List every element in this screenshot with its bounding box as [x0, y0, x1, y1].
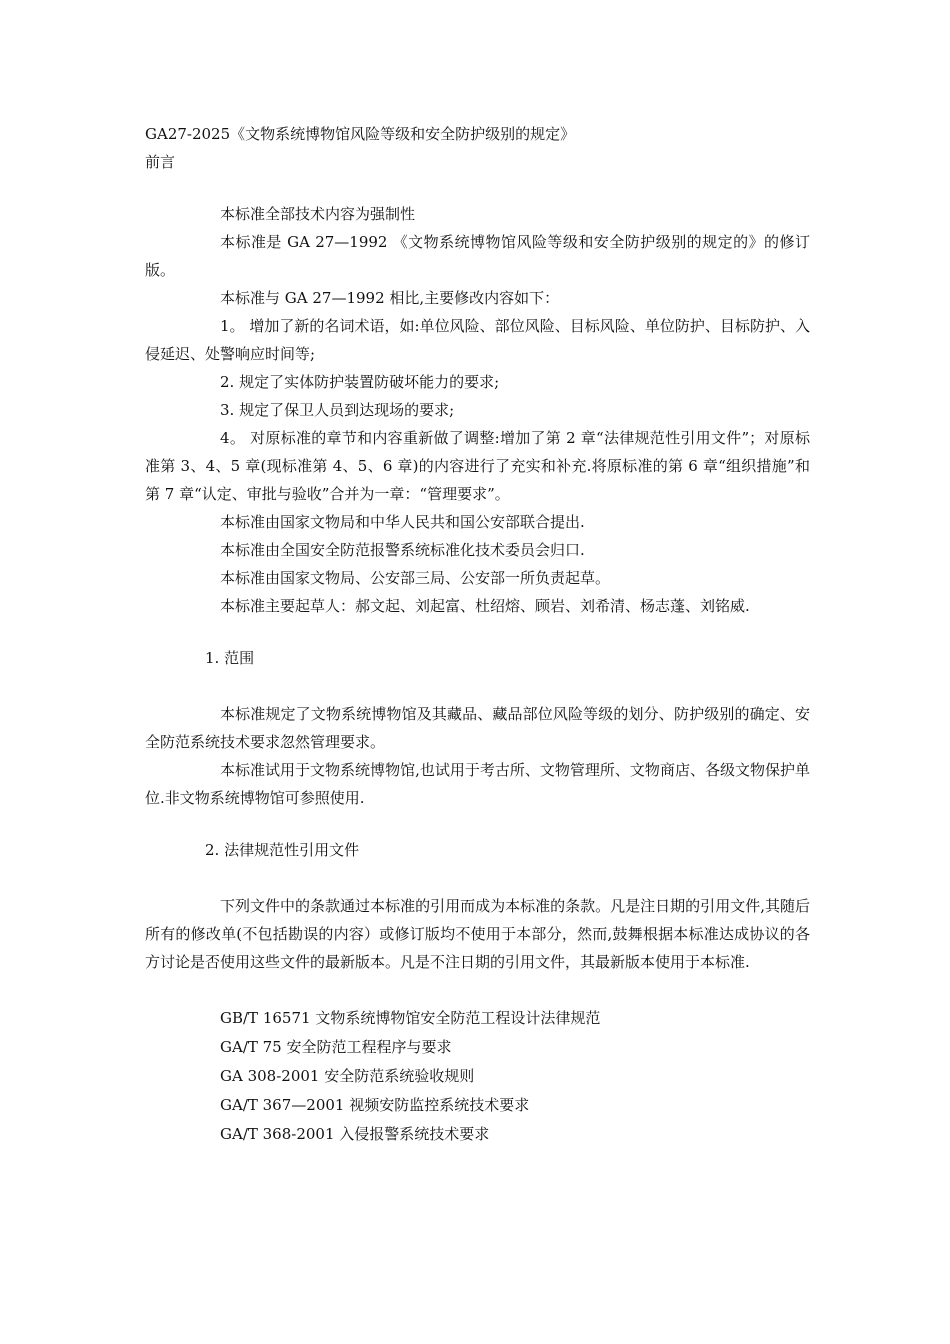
scope-paragraph: 本标准规定了文物系统博物馆及其藏品、藏品部位风险等级的划分、防护级别的确定、安全防范系统技术要求忽然管理要求。 [145, 705, 810, 751]
spacer [145, 812, 810, 836]
preface-paragraph: 本标准由国家文物局、公安部三局、公安部一所负责起草。 [220, 569, 611, 587]
reference-item: GA/T 75 安全防范工程程序与要求 [220, 1038, 452, 1056]
reference-item: GA/T 367—2001 视频安防监控系统技术要求 [220, 1096, 530, 1114]
preface-paragraph: 本标准与 GA 27—1992 相比,主要修改内容如下： [220, 289, 560, 307]
spacer [145, 620, 810, 644]
preface-paragraph: 本标准主要起草人：郝文起、刘起富、杜绍熔、顾岩、刘希清、杨志蓬、刘铭威. [220, 597, 750, 615]
spacer [145, 672, 810, 700]
spacer [145, 864, 810, 892]
document-body [145, 120, 810, 1149]
preface-paragraph: 本标准是 GA 27—1992 《文物系统博物馆风险等级和安全防护级别的规定的》的修订版。 [145, 233, 810, 279]
reference-item: GA 308-2001 安全防范系统验收规则 [220, 1067, 475, 1085]
section-heading-references: 2. 法律规范性引用文件 [205, 841, 360, 859]
scope-paragraph: 本标准试用于文物系统博物馆,也试用于考古所、文物管理所、文物商店、各级文物保护单位.非文物系统博物馆可参照使用. [145, 761, 810, 807]
section-heading-scope: 1. 范围 [205, 649, 255, 667]
spacer [145, 176, 810, 200]
spacer [145, 976, 810, 1004]
preface-heading: 前言 [145, 153, 176, 171]
preface-paragraph: 2. 规定了实体防护装置防破坏能力的要求; [220, 373, 500, 391]
document-title: GA27-2025《文物系统博物馆风险等级和安全防护级别的规定》 [145, 125, 576, 143]
references-paragraph: 下列文件中的条款通过本标准的引用而成为本标准的条款。凡是注日期的引用文件,其随后所有的修改单(不包括勘误的内容）或修订版均不使用于本部分，然而,鼓舞根据本标准达成协议的各方讨论是否使用这些文件的最新版本。凡是不注日期的引用文件，其最新版本使用于本标准. [145, 897, 810, 971]
preface-paragraph: 3. 规定了保卫人员到达现场的要求; [220, 401, 455, 419]
reference-item: GA/T 368-2001 入侵报警系统技术要求 [220, 1125, 490, 1143]
preface-paragraph: 本标准由国家文物局和中华人民共和国公安部联合提出. [220, 513, 585, 531]
preface-paragraph: 本标准由全国安全防范报警系统标准化技术委员会归口. [220, 541, 585, 559]
preface-paragraph: 本标准全部技术内容为强制性 [220, 205, 416, 223]
preface-paragraph: 1。 增加了新的名词术语，如:单位风险、部位风险、目标风险、单位防护、目标防护、入侵延迟、处警响应时间等; [145, 317, 810, 363]
preface-paragraph: 4。 对原标准的章节和内容重新做了调整:增加了第 2 章“法律规范性引用文件”；对原标准第 3、4、5 章(现标准第 4、5、6 章)的内容进行了充实和补充.将原标准的第 6 章“组织措施”和第 7 章“认定、审批与验收”合并为一章：“管理要求”。 [145, 429, 810, 503]
reference-item: GB/T 16571 文物系统博物馆安全防范工程设计法律规范 [220, 1009, 601, 1027]
